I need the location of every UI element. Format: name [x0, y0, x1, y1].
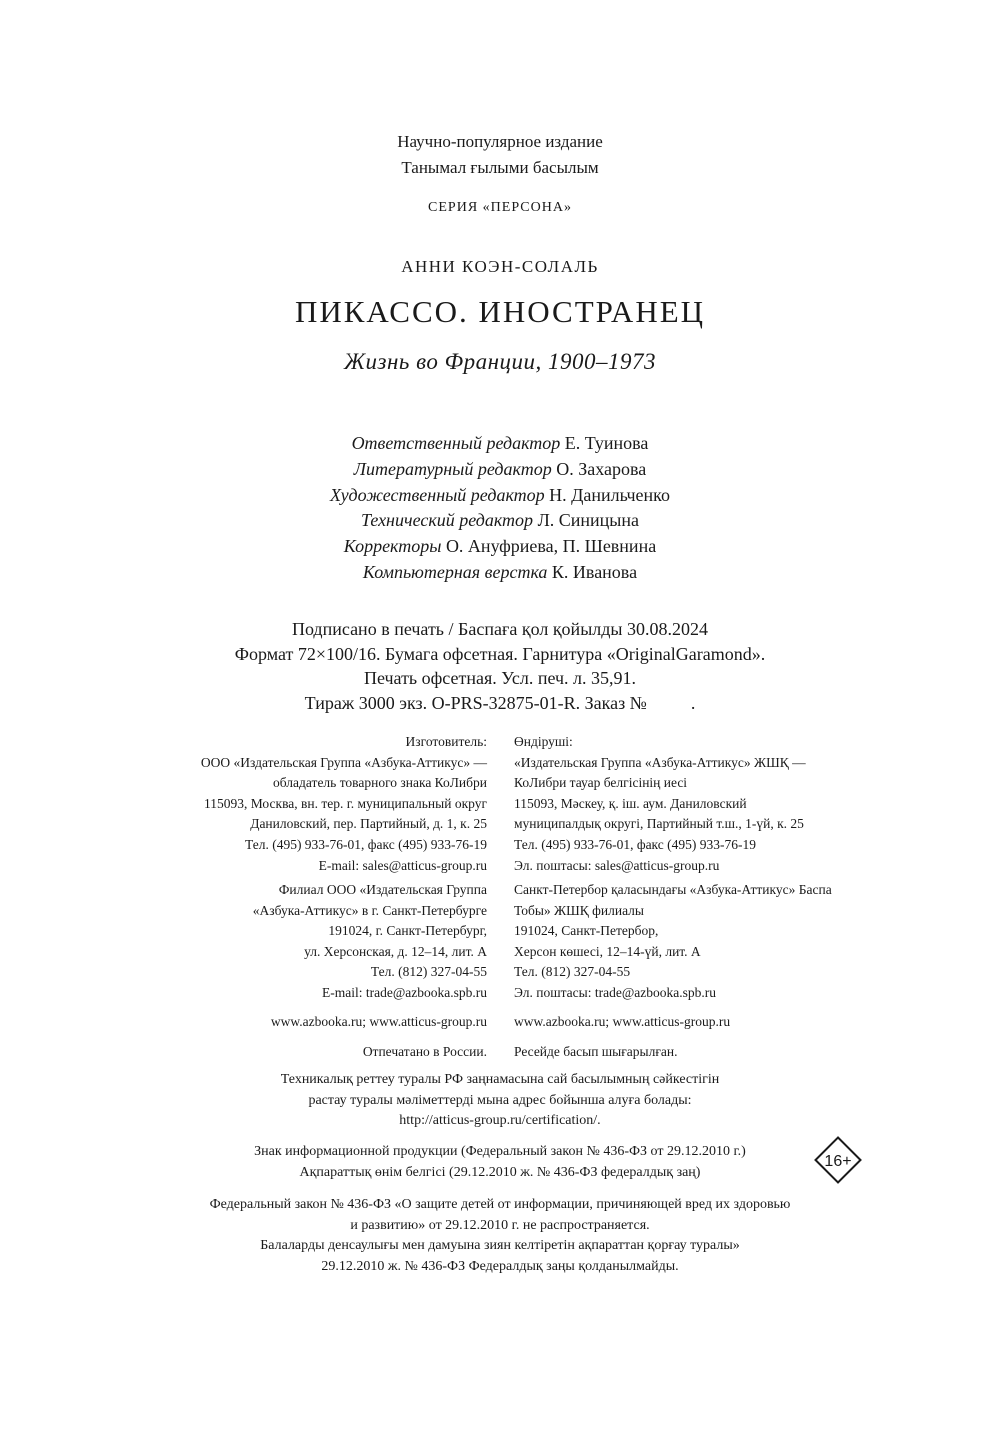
credit-name: Е. Туинова — [560, 433, 649, 453]
manufacturer-kz-line: муниципалдық округі, Партийный т.ш., 1-үй, к. 25 — [514, 816, 804, 832]
certification-line: растау туралы мәліметтерді мына адрес бойынша алуға болады: — [308, 1092, 692, 1108]
credit-line — [0, 431, 1000, 457]
print-line: Печать офсетная. Усл. печ. л. 35,91. — [363, 668, 637, 688]
author-name: АННИ КОЭН-СОЛАЛЬ — [401, 257, 599, 276]
age-rating-label: 16+ — [824, 1153, 852, 1170]
certification-note — [0, 1070, 1000, 1132]
credit-role: Художественный редактор — [329, 484, 545, 505]
manufacturer-kz-line: 115093, Мәскеу, қ. іш. аум. Даниловский — [514, 795, 747, 811]
edition-type-ru: Научно-популярное издание — [397, 132, 603, 151]
certification-line: Техникалық реттеу туралы РФ заңнамасына сай басылымның сәйкестігін — [280, 1072, 720, 1087]
credit-role: Технический редактор — [360, 510, 534, 531]
manufacturer-kz-line: Эл. поштасы: sales@atticus-group.ru — [514, 857, 720, 873]
manufacturer-kz-line: «Издательская Группа «Азбука-Аттикус» ЖШҚ — — [514, 754, 806, 770]
credit-line — [0, 457, 1000, 483]
branch-ru-line: «Азбука-Аттикус» в г. Санкт-Петербурге — [252, 902, 487, 918]
manufacturer-kz-block — [514, 732, 934, 876]
credit-line — [0, 560, 1000, 586]
branch-ru-line: Филиал ООО «Издательская Группа — [278, 882, 487, 897]
certification-url: http://atticus-group.ru/certification/. — [399, 1113, 601, 1128]
manufacturer-ru-line: 115093, Москва, вн. тер. г. муниципальный округ — [204, 795, 487, 811]
credit-name: О. Ануфриева, П. Шевнина — [441, 536, 657, 557]
branch-ru-block — [100, 880, 487, 1004]
signed-line: Подписано в печать / Баспаға қол қойылды 30.08.2024 — [291, 619, 709, 639]
branch-ru-line: 191024, г. Санкт-Петербург, — [328, 923, 487, 939]
manufacturer-ru-line: Даниловский, пер. Партийный, д. 1, к. 25 — [250, 816, 487, 832]
credit-line — [0, 534, 1000, 560]
manufacturer-kz-line: Тел. (495) 933-76-01, факс (495) 933-76-19 — [514, 836, 757, 852]
branch-ru-line: E-mail: trade@azbooka.spb.ru — [322, 984, 487, 1000]
info-mark-line: Знак информационной продукции (Федеральный закон № 436-ФЗ от 29.12.2010 г.) — [254, 1144, 746, 1159]
law-line: и развитию» от 29.12.2010 г. не распространяется. — [350, 1217, 650, 1233]
manufacturer-ru-line: Тел. (495) 933-76-01, факс (495) 933-76-19 — [244, 836, 487, 852]
credit-name: Л. Синицына — [533, 510, 640, 531]
manufacturer-ru-block — [100, 732, 487, 876]
branch-ru-line: ул. Херсонская, д. 12–14, лит. А — [304, 943, 487, 959]
credit-line — [0, 508, 1000, 534]
printed-in-kz: Ресейде басып шығарылған. — [514, 1044, 678, 1059]
manufacturer-ru-line: E-mail: sales@atticus-group.ru — [318, 857, 487, 873]
editorial-credits — [0, 431, 1000, 586]
websites-ru: www.azbooka.ru; www.atticus-group.ru — [270, 1014, 487, 1029]
credit-name: О. Захарова — [551, 458, 647, 479]
law-line: 29.12.2010 ж. № 436-ФЗ Федералдық заңы қолданылмайды. — [321, 1258, 679, 1274]
credit-line — [0, 483, 1000, 509]
manufacturer-ru-line: Изготовитель: — [405, 734, 487, 749]
branch-kz-block — [514, 880, 934, 1004]
run-line — [0, 691, 1000, 716]
run-prefix: Тираж 3000 экз. O-PRS-32875-01-R. Заказ № — [304, 692, 647, 713]
branch-kz-line: Эл. поштасы: trade@azbooka.spb.ru — [514, 984, 716, 1000]
branch-kz-line: Тобы» ЖШҚ филиалы — [514, 902, 644, 918]
manufacturer-ru-line: ООО «Издательская Группа «Азбука-Аттикус» — — [200, 754, 487, 770]
series-label: СЕРИЯ «ПЕРСОНА» — [428, 200, 572, 215]
credit-role: Литературный редактор — [353, 458, 552, 479]
branch-ru-line: Тел. (812) 327-04-55 — [370, 964, 487, 980]
branch-kz-line: Херсон көшесі, 12–14-үй, лит. А — [514, 943, 701, 959]
book-title: ПИКАССО. ИНОСТРАНЕЦ — [294, 294, 706, 329]
websites-kz: www.azbooka.ru; www.atticus-group.ru — [514, 1014, 731, 1029]
branch-kz-line: 191024, Санкт-Петербор, — [514, 923, 659, 939]
printed-in-ru: Отпечатано в России. — [362, 1044, 487, 1059]
manufacturer-ru-line: обладатель товарного знака КоЛибри — [273, 775, 487, 791]
branch-kz-line: Тел. (812) 327-04-55 — [514, 964, 631, 980]
info-mark-line: Ақпараттық өнім белгісі (29.12.2010 ж. № 436-ФЗ федералдық заң) — [299, 1164, 701, 1180]
credit-role: Ответственный редактор — [351, 433, 561, 453]
branch-kz-line: Санкт-Петербор қаласындағы «Азбука-Аттикус» Баспа — [514, 882, 832, 897]
credit-name: К. Иванова — [547, 561, 638, 582]
run-suffix: . — [690, 692, 696, 713]
law-line: Балаларды денсаулығы мен дамуына зиян келтіретін ақпараттан қорғау туралы» — [260, 1238, 740, 1253]
credit-role: Корректоры — [343, 536, 442, 557]
manufacturer-kz-line: Өндіруші: — [514, 734, 573, 749]
credit-name: Н. Данильченко — [544, 484, 670, 505]
format-line: Формат 72×100/16. Бумага офсетная. Гарнитура «OriginalGaramond». — [234, 643, 766, 664]
publication-details — [0, 617, 1000, 715]
age-rating-icon — [814, 1136, 862, 1184]
book-subtitle: Жизнь во Франции, 1900–1973 — [343, 349, 656, 374]
edition-type-kz: Танымал ғылыми басылым — [401, 158, 599, 177]
federal-law-note — [0, 1195, 1000, 1277]
manufacturer-kz-line: КоЛибри тауар белгісінің иесі — [514, 775, 688, 791]
law-line: Федеральный закон № 436-ФЗ «О защите детей от информации, причиняющей вред их здоровью — [209, 1197, 791, 1212]
credit-role: Компьютерная верстка — [362, 561, 548, 582]
